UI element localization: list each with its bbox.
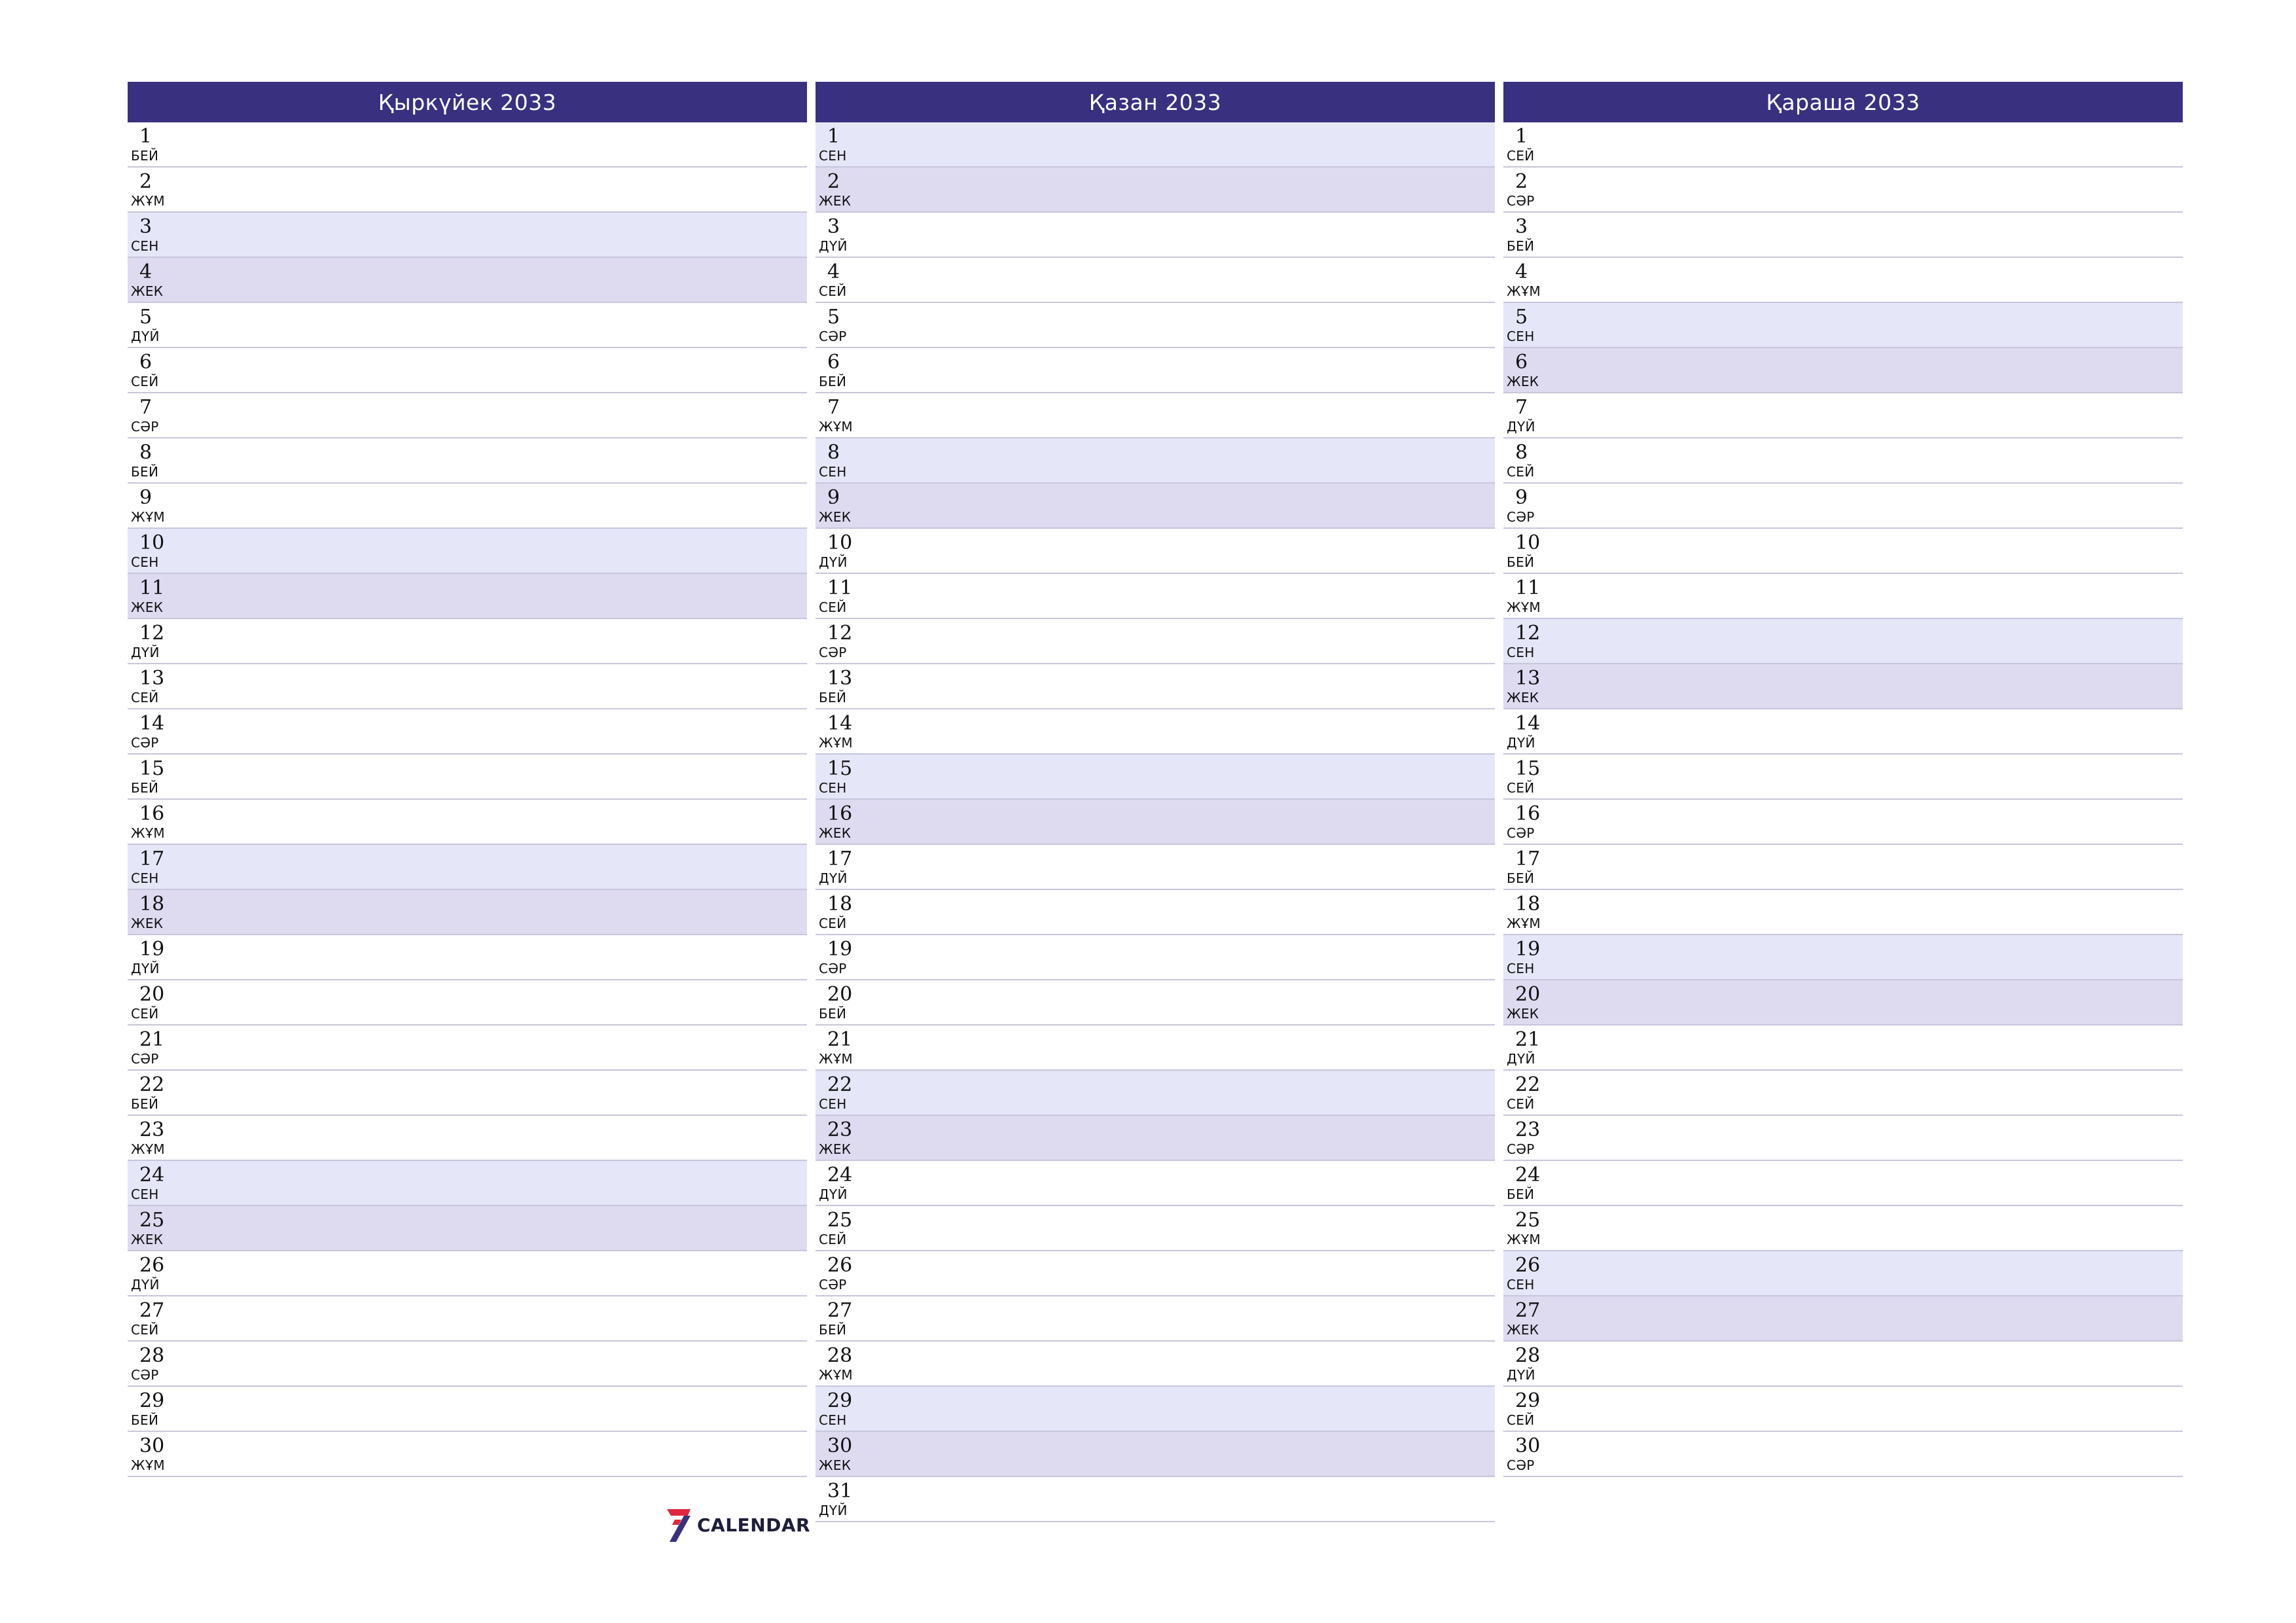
day-row	[1503, 213, 2183, 258]
day-number: 30	[139, 1435, 165, 1457]
day-row	[1503, 529, 2183, 574]
weekday-abbreviation: СЕН	[819, 464, 847, 480]
day-number: 25	[827, 1209, 853, 1232]
weekday-abbreviation: СЕН	[1507, 961, 1535, 976]
day-row	[128, 438, 807, 484]
day-row	[816, 168, 1495, 213]
day-number: 17	[139, 847, 165, 870]
weekday-abbreviation: ЖҰМ	[131, 1141, 165, 1157]
day-row	[816, 303, 1495, 348]
day-number: 9	[827, 486, 840, 509]
day-number: 14	[827, 712, 853, 735]
day-number: 16	[1515, 802, 1541, 825]
day-row	[816, 755, 1495, 800]
day-list	[816, 122, 1495, 1522]
day-number: 12	[1515, 622, 1541, 645]
months-grid	[128, 82, 2177, 1554]
weekday-abbreviation: ДҮЙ	[819, 554, 848, 570]
day-number: 16	[139, 802, 165, 825]
weekday-abbreviation: ЖҰМ	[819, 1367, 853, 1383]
weekday-abbreviation: ЖҰМ	[819, 1051, 853, 1067]
month-column-september	[128, 82, 807, 1477]
day-row	[1503, 1296, 2183, 1342]
weekday-abbreviation: СЕН	[1507, 1277, 1535, 1293]
day-row	[128, 935, 807, 980]
weekday-abbreviation: ЖҰМ	[1507, 283, 1541, 299]
day-number: 13	[139, 667, 165, 690]
day-row	[816, 122, 1495, 168]
day-row	[1503, 1342, 2183, 1387]
day-number: 21	[827, 1028, 853, 1051]
weekday-abbreviation: СЕН	[131, 238, 159, 254]
weekday-abbreviation: ДҮЙ	[131, 645, 160, 660]
day-number: 8	[139, 441, 152, 464]
day-row	[128, 755, 807, 800]
weekday-abbreviation: СЕЙ	[131, 374, 159, 389]
day-number: 11	[139, 577, 165, 599]
day-number: 13	[827, 667, 853, 690]
weekday-abbreviation: СЕЙ	[1507, 148, 1535, 164]
weekday-abbreviation: ЖЕК	[1507, 1322, 1539, 1338]
day-number: 27	[139, 1299, 165, 1322]
day-number: 5	[827, 306, 840, 329]
day-row	[816, 484, 1495, 529]
day-number: 22	[139, 1073, 165, 1096]
day-number: 13	[1515, 667, 1541, 690]
weekday-abbreviation: БЕЙ	[131, 148, 159, 164]
day-number: 15	[827, 757, 853, 780]
day-number: 21	[139, 1028, 165, 1051]
day-row	[128, 1296, 807, 1342]
day-row	[128, 213, 807, 258]
weekday-abbreviation: ЖЕК	[131, 916, 164, 931]
day-row	[128, 1206, 807, 1251]
day-number: 26	[139, 1254, 165, 1277]
weekday-abbreviation: ЖҰМ	[131, 1457, 165, 1473]
day-row	[1503, 1026, 2183, 1071]
day-number: 3	[1515, 215, 1528, 238]
day-number: 12	[827, 622, 853, 645]
weekday-abbreviation: ЖҰМ	[819, 419, 853, 435]
weekday-abbreviation: СЕН	[1507, 329, 1535, 344]
weekday-abbreviation: ЖҰМ	[131, 825, 165, 841]
day-number: 4	[827, 260, 840, 283]
day-row	[1503, 709, 2183, 755]
day-number: 30	[827, 1435, 853, 1457]
day-number: 27	[827, 1299, 853, 1322]
day-number: 10	[139, 531, 165, 554]
weekday-abbreviation: СЕН	[819, 148, 847, 164]
day-row	[128, 619, 807, 664]
day-row	[1503, 303, 2183, 348]
day-row	[816, 619, 1495, 664]
day-row	[816, 574, 1495, 619]
day-row	[1503, 122, 2183, 168]
day-row	[128, 1071, 807, 1116]
day-number: 31	[827, 1480, 853, 1503]
day-number: 9	[139, 486, 152, 509]
day-number: 19	[139, 938, 165, 961]
day-number: 4	[1515, 260, 1528, 283]
day-number: 30	[1515, 1435, 1541, 1457]
weekday-abbreviation: ДҮЙ	[819, 238, 848, 254]
weekday-abbreviation: СӘР	[1507, 1457, 1535, 1473]
day-number: 3	[827, 215, 840, 238]
day-number: 29	[827, 1389, 853, 1412]
day-number: 11	[827, 577, 853, 599]
weekday-abbreviation: СӘР	[1507, 509, 1535, 525]
day-number: 25	[139, 1209, 165, 1232]
weekday-abbreviation: ДҮЙ	[131, 1277, 160, 1293]
day-row	[128, 709, 807, 755]
day-number: 28	[139, 1344, 165, 1367]
day-row	[128, 1251, 807, 1296]
day-number: 8	[827, 441, 840, 464]
day-row	[1503, 1206, 2183, 1251]
day-row	[128, 1387, 807, 1432]
day-number: 12	[139, 622, 165, 645]
day-number: 24	[139, 1164, 165, 1186]
day-number: 29	[139, 1389, 165, 1412]
day-number: 20	[139, 983, 165, 1006]
day-number: 15	[139, 757, 165, 780]
weekday-abbreviation: СЕН	[819, 1096, 847, 1112]
weekday-abbreviation: СӘР	[819, 961, 847, 976]
day-number: 19	[827, 938, 853, 961]
weekday-abbreviation: СЕЙ	[131, 1322, 159, 1338]
weekday-abbreviation: ДҮЙ	[1507, 1051, 1535, 1067]
weekday-abbreviation: ДҮЙ	[819, 1503, 848, 1518]
day-row	[128, 529, 807, 574]
weekday-abbreviation: БЕЙ	[131, 464, 159, 480]
weekday-abbreviation: БЕЙ	[131, 1412, 159, 1428]
day-row	[128, 1432, 807, 1477]
day-row	[816, 1071, 1495, 1116]
day-number: 2	[827, 170, 840, 193]
day-row	[816, 845, 1495, 890]
day-row	[816, 529, 1495, 574]
day-row	[1503, 168, 2183, 213]
day-row	[816, 800, 1495, 845]
day-row	[816, 438, 1495, 484]
day-row	[1503, 574, 2183, 619]
day-row	[128, 845, 807, 890]
day-row	[1503, 348, 2183, 393]
weekday-abbreviation: СЕЙ	[819, 599, 847, 615]
weekday-abbreviation: ЖЕК	[1507, 1006, 1539, 1022]
day-number: 23	[1515, 1118, 1541, 1141]
day-row	[816, 1296, 1495, 1342]
weekday-abbreviation: СЕН	[1507, 645, 1535, 660]
day-list	[128, 122, 807, 1477]
day-number: 6	[827, 351, 840, 374]
day-number: 6	[1515, 351, 1528, 374]
day-number: 2	[1515, 170, 1528, 193]
weekday-abbreviation: ЖЕК	[1507, 690, 1539, 705]
day-number: 5	[1515, 306, 1528, 329]
day-row	[128, 800, 807, 845]
day-row	[816, 1477, 1495, 1522]
month-title: Қыркүйек 2033	[128, 82, 807, 122]
day-row	[816, 1387, 1495, 1432]
weekday-abbreviation: СЕЙ	[131, 1006, 159, 1022]
day-row	[1503, 980, 2183, 1026]
calendar-page	[128, 82, 2177, 1554]
day-row	[1503, 1116, 2183, 1161]
day-number: 29	[1515, 1389, 1541, 1412]
weekday-abbreviation: СЕН	[819, 780, 847, 796]
weekday-abbreviation: ЖЕК	[131, 283, 164, 299]
weekday-abbreviation: СЕН	[131, 554, 159, 570]
weekday-abbreviation: ЖЕК	[131, 599, 164, 615]
day-row	[1503, 619, 2183, 664]
day-number: 22	[827, 1073, 853, 1096]
day-number: 24	[1515, 1164, 1541, 1186]
day-row	[128, 258, 807, 303]
day-row	[1503, 800, 2183, 845]
weekday-abbreviation: БЕЙ	[131, 780, 159, 796]
day-row	[128, 303, 807, 348]
day-number: 16	[827, 802, 853, 825]
day-list	[1503, 122, 2183, 1477]
weekday-abbreviation: ДҮЙ	[131, 329, 160, 344]
day-row	[816, 1251, 1495, 1296]
day-row	[128, 484, 807, 529]
weekday-abbreviation: СЕЙ	[1507, 780, 1535, 796]
day-number: 23	[139, 1118, 165, 1141]
day-number: 10	[827, 531, 853, 554]
day-number: 7	[1515, 396, 1528, 419]
weekday-abbreviation: СЕЙ	[1507, 1412, 1535, 1428]
day-row	[128, 348, 807, 393]
day-number: 4	[139, 260, 152, 283]
weekday-abbreviation: СЕЙ	[819, 916, 847, 931]
weekday-abbreviation: ЖҰМ	[1507, 599, 1541, 615]
weekday-abbreviation: СӘР	[131, 1051, 159, 1067]
day-number: 17	[1515, 847, 1541, 870]
weekday-abbreviation: БЕЙ	[819, 690, 847, 705]
day-number: 27	[1515, 1299, 1541, 1322]
day-number: 23	[827, 1118, 853, 1141]
day-row	[1503, 664, 2183, 709]
day-row	[1503, 935, 2183, 980]
weekday-abbreviation: ЖЕК	[819, 825, 852, 841]
month-title: Қараша 2033	[1503, 82, 2183, 122]
weekday-abbreviation: ЖҰМ	[131, 509, 165, 525]
weekday-abbreviation: СЕЙ	[819, 283, 847, 299]
day-row	[816, 393, 1495, 438]
day-row	[816, 1116, 1495, 1161]
weekday-abbreviation: СЕЙ	[131, 690, 159, 705]
weekday-abbreviation: БЕЙ	[1507, 870, 1535, 886]
weekday-abbreviation: БЕЙ	[819, 1322, 847, 1338]
day-row	[816, 1206, 1495, 1251]
day-row	[816, 935, 1495, 980]
day-row	[816, 1161, 1495, 1206]
day-row	[1503, 1071, 2183, 1116]
day-number: 20	[1515, 983, 1541, 1006]
day-row	[128, 1116, 807, 1161]
day-number: 18	[827, 893, 853, 916]
day-row	[816, 709, 1495, 755]
day-number: 17	[827, 847, 853, 870]
day-row	[128, 980, 807, 1026]
day-number: 7	[827, 396, 840, 419]
weekday-abbreviation: СӘР	[131, 419, 159, 435]
logo-text: CALENDAR	[697, 1514, 811, 1536]
weekday-abbreviation: СӘР	[1507, 193, 1535, 209]
day-number: 7	[139, 396, 152, 419]
day-row	[1503, 1432, 2183, 1477]
weekday-abbreviation: ЖЕК	[131, 1232, 164, 1247]
month-column-november	[1503, 82, 2183, 1477]
month-column-october	[816, 82, 1495, 1522]
weekday-abbreviation: СЕЙ	[819, 1232, 847, 1247]
day-number: 18	[139, 893, 165, 916]
day-row	[128, 664, 807, 709]
day-row	[128, 168, 807, 213]
weekday-abbreviation: ДҮЙ	[819, 1186, 848, 1202]
day-row	[816, 1432, 1495, 1477]
day-number: 9	[1515, 486, 1528, 509]
day-number: 10	[1515, 531, 1541, 554]
day-number: 22	[1515, 1073, 1541, 1096]
day-number: 3	[139, 215, 152, 238]
weekday-abbreviation: СЕЙ	[1507, 1096, 1535, 1112]
day-row	[128, 1342, 807, 1387]
day-number: 1	[827, 125, 840, 148]
day-number: 1	[139, 125, 152, 148]
weekday-abbreviation: СЕЙ	[1507, 464, 1535, 480]
day-number: 26	[827, 1254, 853, 1277]
weekday-abbreviation: ЖЕК	[819, 1141, 852, 1157]
weekday-abbreviation: СЕН	[131, 870, 159, 886]
day-row	[128, 393, 807, 438]
day-number: 6	[139, 351, 152, 374]
day-row	[816, 980, 1495, 1026]
day-number: 14	[1515, 712, 1541, 735]
day-row	[128, 1026, 807, 1071]
day-number: 25	[1515, 1209, 1541, 1232]
day-row	[128, 122, 807, 168]
month-title: Қазан 2033	[816, 82, 1495, 122]
weekday-abbreviation: ДҮЙ	[1507, 419, 1535, 435]
weekday-abbreviation: БЕЙ	[131, 1096, 159, 1112]
day-row	[816, 664, 1495, 709]
day-number: 24	[827, 1164, 853, 1186]
day-number: 20	[827, 983, 853, 1006]
weekday-abbreviation: БЕЙ	[1507, 1186, 1535, 1202]
brand-logo	[664, 1505, 810, 1544]
day-number: 28	[827, 1344, 853, 1367]
weekday-abbreviation: СӘР	[131, 735, 159, 751]
weekday-abbreviation: СӘР	[819, 1277, 847, 1293]
day-row	[1503, 438, 2183, 484]
weekday-abbreviation: ЖЕК	[819, 193, 852, 209]
day-row	[1503, 755, 2183, 800]
weekday-abbreviation: ЖЕК	[819, 509, 852, 525]
day-row	[1503, 1161, 2183, 1206]
weekday-abbreviation: ЖҰМ	[1507, 1232, 1541, 1247]
day-row	[1503, 258, 2183, 303]
day-number: 21	[1515, 1028, 1541, 1051]
day-row	[128, 574, 807, 619]
day-row	[1503, 393, 2183, 438]
weekday-abbreviation: ЖҰМ	[131, 193, 165, 209]
day-row	[816, 348, 1495, 393]
day-row	[128, 890, 807, 935]
weekday-abbreviation: ЖЕК	[819, 1457, 852, 1473]
day-number: 26	[1515, 1254, 1541, 1277]
day-row	[816, 1026, 1495, 1071]
day-number: 1	[1515, 125, 1528, 148]
weekday-abbreviation: СӘР	[1507, 1141, 1535, 1157]
day-row	[816, 213, 1495, 258]
day-row	[1503, 484, 2183, 529]
day-row	[816, 1342, 1495, 1387]
day-row	[1503, 890, 2183, 935]
day-number: 11	[1515, 577, 1541, 599]
day-row	[1503, 1387, 2183, 1432]
day-row	[816, 258, 1495, 303]
weekday-abbreviation: ЖЕК	[1507, 374, 1539, 389]
day-number: 14	[139, 712, 165, 735]
weekday-abbreviation: ДҮЙ	[819, 870, 848, 886]
day-number: 5	[139, 306, 152, 329]
day-number: 18	[1515, 893, 1541, 916]
day-row	[128, 1161, 807, 1206]
weekday-abbreviation: ДҮЙ	[131, 961, 160, 976]
weekday-abbreviation: ЖҰМ	[819, 735, 853, 751]
weekday-abbreviation: ЖҰМ	[1507, 916, 1541, 931]
weekday-abbreviation: БЕЙ	[819, 1006, 847, 1022]
weekday-abbreviation: СЕН	[131, 1186, 159, 1202]
day-row	[1503, 845, 2183, 890]
weekday-abbreviation: СЕН	[819, 1412, 847, 1428]
weekday-abbreviation: СӘР	[131, 1367, 159, 1383]
weekday-abbreviation: СӘР	[819, 329, 847, 344]
day-number: 2	[139, 170, 152, 193]
day-number: 19	[1515, 938, 1541, 961]
day-number: 28	[1515, 1344, 1541, 1367]
day-number: 8	[1515, 441, 1528, 464]
seven-logo-icon	[664, 1507, 692, 1543]
weekday-abbreviation: СӘР	[819, 645, 847, 660]
day-number: 15	[1515, 757, 1541, 780]
weekday-abbreviation: БЕЙ	[819, 374, 847, 389]
weekday-abbreviation: БЕЙ	[1507, 238, 1535, 254]
weekday-abbreviation: ДҮЙ	[1507, 1367, 1535, 1383]
weekday-abbreviation: ДҮЙ	[1507, 735, 1535, 751]
day-row	[1503, 1251, 2183, 1296]
weekday-abbreviation: СӘР	[1507, 825, 1535, 841]
day-row	[816, 890, 1495, 935]
weekday-abbreviation: БЕЙ	[1507, 554, 1535, 570]
